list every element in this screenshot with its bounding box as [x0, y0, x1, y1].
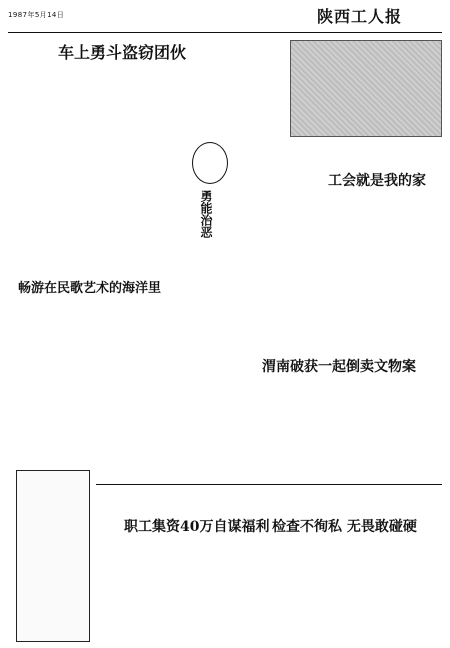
- bottom-left-headline: 职工集资40万自谋福利: [124, 519, 270, 535]
- masthead: [8, 4, 442, 30]
- vertical-essay-body: [220, 140, 282, 350]
- issue-date: 1987年5月14日: [8, 11, 65, 19]
- mid-right-headline: 渭南破获一起倒卖文物案: [262, 359, 416, 375]
- cartoon-caption: [16, 470, 88, 490]
- vertical-essay-title: 勇能治恶: [199, 190, 213, 238]
- right-top-body: [290, 204, 440, 349]
- paper-name: 陕西工人报: [316, 7, 402, 26]
- bottom-right-body: [262, 548, 440, 644]
- middle-left-headline: 畅游在民歌艺术的海洋里: [18, 281, 162, 296]
- cartoon: [16, 470, 90, 642]
- top-photo: [290, 40, 442, 137]
- mid-right-body: [262, 376, 440, 482]
- masthead-rule: [8, 32, 442, 33]
- photo-caption: [290, 136, 440, 156]
- bottom-left-body: [96, 548, 246, 644]
- top-left-headline: 车上勇斗盗窃团伙: [58, 43, 187, 62]
- right-top-headline: 工会就是我的家: [328, 173, 426, 189]
- bottom-rule: [96, 484, 442, 485]
- bottom-right-headline: 检查不徇私 无畏敢碰硬: [272, 519, 417, 535]
- middle-left-body: [16, 298, 196, 466]
